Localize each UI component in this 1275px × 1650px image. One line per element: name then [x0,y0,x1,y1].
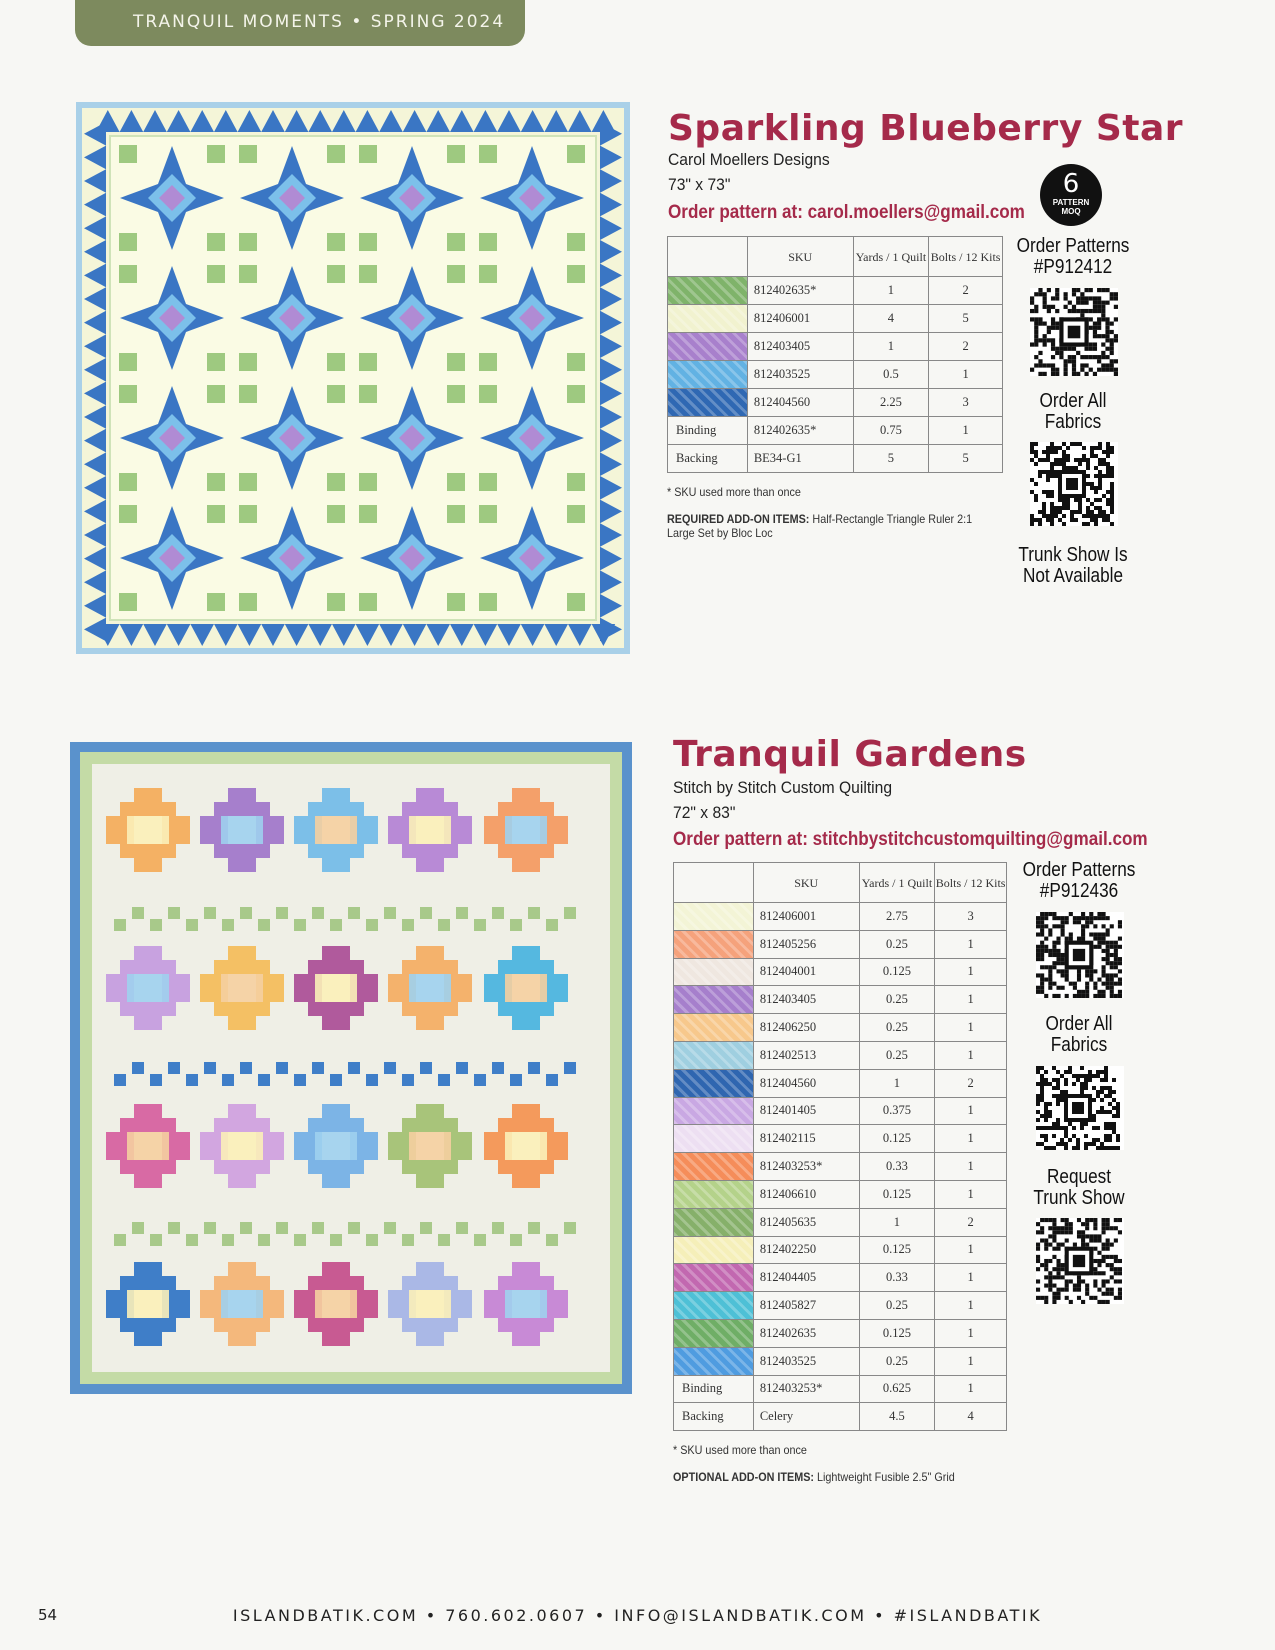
bolts-cell: 2 [935,1208,1007,1236]
table-row [674,903,1007,931]
fabric-swatch [674,1014,754,1042]
order-fabrics-qr-icon[interactable] [1030,442,1118,531]
table-row [674,1347,1007,1375]
checker-square [348,907,360,919]
table-row [674,930,1007,958]
pattern-title: Tranquil Gardens [673,734,1027,775]
checker-square [222,919,234,931]
checker-square [186,1074,198,1086]
sku-note: * SKU used more than once [667,485,801,499]
pattern-title: Sparkling Blueberry Star [668,108,1183,149]
addon-items [673,1470,1015,1484]
table-header-sku: SKU [753,863,859,903]
addon-label: REQUIRED ADD-ON ITEMS: [667,512,810,526]
yards-cell: 0.125 [859,1125,935,1153]
yards-cell: 0.25 [859,1347,935,1375]
sku-cell: 812406001 [753,903,859,931]
row-label: Binding [674,1375,754,1403]
catalog-header-tab [75,0,525,46]
fabric-swatch [668,277,748,305]
checker-square [420,907,432,919]
checker-square [312,1222,324,1234]
table-row [668,389,1003,417]
checker-square [384,907,396,919]
bolts-cell: 1 [935,930,1007,958]
fabric-swatch [674,903,754,931]
bolts-cell: 3 [929,389,1003,417]
sku-cell: 812406001 [747,305,853,333]
checker-square [474,1074,486,1086]
order-patterns-qr-icon[interactable] [1036,912,1124,1003]
checker-square [420,1222,432,1234]
order-patterns-text: Order Patterns [1022,859,1136,881]
yards-cell: 5 [853,445,929,473]
checker-square [276,1222,288,1234]
checker-square [546,1074,558,1086]
yards-cell: 0.125 [859,958,935,986]
table-row [674,1153,1007,1181]
moq-number: 6 [1062,169,1080,199]
order-fabrics-label: Order All Fabrics [1039,390,1107,433]
checker-square [240,1062,252,1074]
checker-square [402,1234,414,1246]
sku-cell: Celery [753,1403,859,1431]
checker-square [114,919,126,931]
fabric-swatch [674,1264,754,1292]
checker-square [366,919,378,931]
table-row [674,958,1007,986]
checker-square [348,1062,360,1074]
checker-square [492,1062,504,1074]
sku-cell: 812403253* [753,1375,859,1403]
order-patterns-qr-icon[interactable] [1030,288,1118,381]
bolts-cell: 4 [935,1403,1007,1431]
order-patterns-label [1015,860,1144,902]
yards-cell: 2.25 [853,389,929,417]
order-patterns-text: Order Patterns [1016,235,1130,257]
checker-square [222,1074,234,1086]
yards-cell: 1 [859,1069,935,1097]
checker-square [564,1222,576,1234]
addon-text: Lightweight Fusible 2.5" Grid [817,1470,955,1484]
order-fabrics-label: Order All Fabrics [1045,1013,1113,1056]
checker-square [492,907,504,919]
order-pattern-line[interactable]: Order pattern at: stitchbystitchcustomquilting@gmail.com [673,829,1148,850]
yards-cell: 0.25 [859,1041,935,1069]
fabric-swatch [668,305,748,333]
sku-note: * SKU used more than once [673,1443,807,1457]
bolts-cell: 1 [935,1097,1007,1125]
checker-square [294,919,306,931]
table-header-bolts: Bolts / 12 Kits [935,863,1007,903]
yards-cell: 0.125 [859,1319,935,1347]
moq-label: PATTERN MOQ [1052,198,1090,216]
table-row [674,1069,1007,1097]
checker-square [402,1074,414,1086]
fabric-swatch [674,1236,754,1264]
fabric-swatch [668,389,748,417]
bolts-cell: 5 [929,305,1003,333]
fabric-swatch [674,1153,754,1181]
checker-square [528,907,540,919]
table-row [674,1319,1007,1347]
yards-cell: 4 [853,305,929,333]
bolts-cell: 1 [935,1292,1007,1320]
bolts-cell: 1 [935,1319,1007,1347]
checker-square [150,919,162,931]
fabric-swatch [674,1180,754,1208]
yards-cell: 0.25 [859,1014,935,1042]
checker-square [528,1062,540,1074]
fabric-requirements-table [673,862,1007,1431]
fabric-swatch [674,958,754,986]
yards-cell: 0.33 [859,1153,935,1181]
checker-square [474,1234,486,1246]
sku-cell: 812402115 [753,1125,859,1153]
checker-square [150,1234,162,1246]
bolts-cell: 1 [935,1236,1007,1264]
checker-square [294,1074,306,1086]
checker-square [114,1074,126,1086]
sku-cell: 812405635 [753,1208,859,1236]
bolts-cell: 3 [935,903,1007,931]
checker-square [114,1234,126,1246]
checker-square [510,1074,522,1086]
page-number: 54 [38,1606,58,1624]
checker-square [186,1234,198,1246]
table-row [674,1180,1007,1208]
table-row [668,277,1003,305]
checker-square [330,919,342,931]
sku-cell: BE34-G1 [747,445,853,473]
checker-square [222,1234,234,1246]
order-fabrics-qr-icon[interactable] [1036,1066,1124,1155]
quilt-image-sparkling-blueberry-star [76,102,630,654]
checker-square [168,1222,180,1234]
checker-square [132,1222,144,1234]
sku-cell: 812402635* [747,417,853,445]
addon-items [667,512,991,540]
yards-cell: 0.75 [853,417,929,445]
sku-cell: 812403253* [753,1153,859,1181]
checker-square [438,919,450,931]
sku-cell: 812406610 [753,1180,859,1208]
sku-cell: 812402635* [747,277,853,305]
table-row [674,1236,1007,1264]
bolts-cell: 5 [929,445,1003,473]
bolts-cell: 1 [929,361,1003,389]
table-header-bolts: Bolts / 12 Kits [929,237,1003,277]
checker-square [456,1222,468,1234]
sku-cell: 812405827 [753,1292,859,1320]
pattern-size: 73" x 73" [668,175,731,194]
checker-square [402,919,414,931]
bolts-cell: 1 [935,1014,1007,1042]
pattern-designer: Carol Moellers Designs [668,150,830,169]
bolts-cell: 1 [935,1125,1007,1153]
bolts-cell: 1 [935,1180,1007,1208]
checker-square [240,1222,252,1234]
checker-square [168,907,180,919]
checker-square [420,1062,432,1074]
checker-square [276,1062,288,1074]
fabric-swatch [674,1292,754,1320]
sku-cell: 812401405 [753,1097,859,1125]
addon-text: Half-Rectangle Triangle Ruler 2:1 Large Set by Bloc Loc [667,512,973,540]
checker-square [510,919,522,931]
sku-cell: 812402635 [753,1319,859,1347]
checker-square [258,1074,270,1086]
row-label: Binding [668,417,748,445]
checker-square [366,1234,378,1246]
checker-square [258,919,270,931]
table-row [668,305,1003,333]
checker-square [456,1062,468,1074]
checker-square [474,919,486,931]
checker-square [150,1074,162,1086]
fabric-swatch [674,930,754,958]
checker-square [204,907,216,919]
fabric-swatch [674,1208,754,1236]
table-row [674,1041,1007,1069]
checker-square [186,919,198,931]
checker-square [204,1062,216,1074]
sku-cell: 812402513 [753,1041,859,1069]
row-label: Backing [674,1403,754,1431]
pattern-moq-badge [1040,164,1102,226]
sku-cell: 812403405 [747,333,853,361]
row-label: Backing [668,445,748,473]
fabric-swatch [674,1125,754,1153]
checker-square [258,1234,270,1246]
yards-cell: 1 [853,277,929,305]
table-header-sku: SKU [747,237,853,277]
bolts-cell: 1 [935,1264,1007,1292]
table-row [674,1208,1007,1236]
fabric-swatch [674,1041,754,1069]
table-header-swatch [674,863,754,903]
yards-cell: 0.33 [859,1264,935,1292]
table-row [674,1375,1007,1403]
sku-cell: 812406250 [753,1014,859,1042]
order-pattern-line[interactable]: Order pattern at: carol.moellers@gmail.com [668,202,1025,223]
yards-cell: 0.375 [859,1097,935,1125]
table-row [674,1292,1007,1320]
yards-cell: 1 [859,1208,935,1236]
checker-square [276,907,288,919]
checker-square [132,907,144,919]
table-row [674,1125,1007,1153]
fabric-rows [668,277,1003,473]
request-trunk-show-label[interactable]: Request Trunk Show [1033,1166,1125,1209]
yards-cell: 0.125 [859,1236,935,1264]
sku-cell: 812403405 [753,986,859,1014]
fabric-rows [674,903,1007,1431]
bolts-cell: 1 [935,1041,1007,1069]
sku-cell: 812404405 [753,1264,859,1292]
fabric-requirements-table [667,236,1003,473]
checker-square [564,1062,576,1074]
yards-cell: 0.25 [859,986,935,1014]
checker-square [240,907,252,919]
table-row [674,1014,1007,1042]
checker-square [510,1234,522,1246]
fabric-swatch [674,1319,754,1347]
table-header-yards: Yards / 1 Quilt [859,863,935,903]
table-header-yards: Yards / 1 Quilt [853,237,929,277]
fabric-swatch [674,1069,754,1097]
table-row [668,333,1003,361]
yards-cell: 0.625 [859,1375,935,1403]
pattern-designer: Stitch by Stitch Custom Quilting [673,778,893,797]
order-patterns-code: #P912436 [1039,880,1119,902]
yards-cell: 2.75 [859,903,935,931]
fabric-swatch [674,986,754,1014]
fabric-swatch [674,1347,754,1375]
addon-label: OPTIONAL ADD-ON ITEMS: [673,1470,815,1484]
bolts-cell: 1 [935,986,1007,1014]
bolts-cell: 2 [929,277,1003,305]
quilt-image-tranquil-gardens [70,742,632,1394]
sku-cell: 812402250 [753,1236,859,1264]
yards-cell: 0.25 [859,930,935,958]
table-header-swatch [668,237,748,277]
catalog-header-text: TRANQUIL MOMENTS • SPRING 2024 [133,12,506,32]
checker-square [312,907,324,919]
pattern-size: 72" x 83" [673,803,736,822]
sku-cell: 812403525 [747,361,853,389]
yards-cell: 0.25 [859,1292,935,1320]
checker-square [546,919,558,931]
checker-square [204,1222,216,1234]
bolts-cell: 2 [935,1069,1007,1097]
sku-cell: 812404560 [747,389,853,417]
checker-square [294,1234,306,1246]
checker-square [492,1222,504,1234]
table-row [674,1097,1007,1125]
fabric-swatch [668,361,748,389]
fabric-swatch [674,1097,754,1125]
bolts-cell: 1 [935,958,1007,986]
checker-square [312,1062,324,1074]
sku-cell: 812403525 [753,1347,859,1375]
checker-square [456,907,468,919]
sku-cell: 812404560 [753,1069,859,1097]
sku-cell: 812404001 [753,958,859,986]
table-row [668,445,1003,473]
order-patterns-label [1009,236,1138,278]
yards-cell: 1 [853,333,929,361]
table-row [674,1264,1007,1292]
checker-square [330,1074,342,1086]
checker-square [348,1222,360,1234]
checker-square [528,1222,540,1234]
fabric-swatch [668,333,748,361]
checker-square [366,1074,378,1086]
checker-square [564,907,576,919]
table-row [668,417,1003,445]
checker-square [546,1234,558,1246]
order-patterns-code: #P912412 [1033,256,1113,278]
bolts-cell: 1 [935,1347,1007,1375]
checker-square [168,1062,180,1074]
bolts-cell: 1 [935,1153,1007,1181]
table-row [674,1403,1007,1431]
table-row [668,361,1003,389]
bolts-cell: 2 [929,333,1003,361]
yards-cell: 4.5 [859,1403,935,1431]
yards-cell: 0.5 [853,361,929,389]
bolts-cell: 1 [929,417,1003,445]
checker-square [384,1222,396,1234]
trunk-show-label: Trunk Show Is Not Available [1018,544,1128,587]
checker-square [330,1234,342,1246]
checker-square [438,1234,450,1246]
sku-cell: 812405256 [753,930,859,958]
footer-contact: ISLANDBATIK.COM • 760.602.0607 • INFO@ISLANDBATIK.COM • #ISLANDBATIK [232,1606,1043,1625]
bolts-cell: 1 [935,1375,1007,1403]
checker-square [384,1062,396,1074]
checker-square [132,1062,144,1074]
checker-square [438,1074,450,1086]
table-row [674,986,1007,1014]
request-trunk-show-qr-icon[interactable] [1036,1218,1124,1309]
yards-cell: 0.125 [859,1180,935,1208]
